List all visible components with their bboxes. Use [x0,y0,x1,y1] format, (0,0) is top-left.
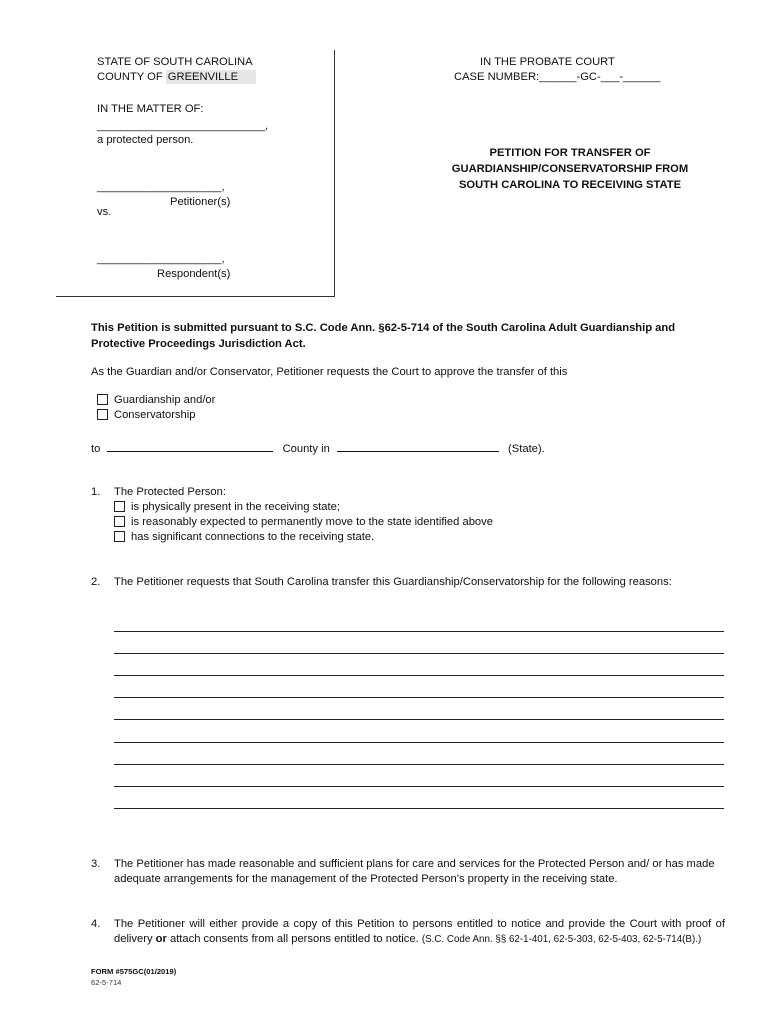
item-1-option-3 [114,530,374,545]
reason-line[interactable] [114,764,724,765]
respondent-label: Respondent(s) [157,268,231,280]
county-line [97,70,256,85]
reason-line[interactable] [114,653,724,654]
reason-line[interactable] [114,697,724,698]
expected-move-label: is reasonably expected to permanently move to the state identified above [131,516,493,528]
case-number[interactable]: CASE NUMBER:______-GC-___-______ [454,71,661,83]
caption-divider-horizontal [56,296,335,297]
caption-divider-vertical [334,50,335,297]
receiving-county-field[interactable] [107,440,273,452]
petitioner-label: Petitioner(s) [170,196,231,208]
transfer-destination [91,440,545,457]
expected-move-checkbox[interactable] [114,516,125,527]
physically-present-checkbox[interactable] [114,501,125,512]
item-1-option-2 [114,515,493,530]
reason-line[interactable] [114,786,724,787]
county-input[interactable]: GREENVILLE [166,70,256,85]
respondent-blank[interactable]: ____________________, [97,253,225,265]
item-4-text-b: attach consents from all persons entitled to notice. [169,933,419,945]
item-2-number: 2. [91,576,101,588]
title-line-3: SOUTH CAROLINA TO RECEIVING STATE [458,179,682,192]
petitioner-blank[interactable]: ____________________, [97,181,225,193]
item-2-text: The Petitioner requests that South Carolina transfer this Guardianship/Conservatorship for the following reasons: [114,576,672,588]
significant-connections-checkbox[interactable] [114,531,125,542]
title-line-1: PETITION FOR TRANSFER OF [489,147,651,159]
transfer-request: As the Guardian and/or Conservator, Petitioner requests the Court to approve the transfer of this [91,366,568,378]
reason-line[interactable] [114,675,724,676]
vs-label: vs. [97,206,112,218]
caption-state [97,55,256,84]
reason-line[interactable] [114,719,724,720]
state-line: STATE OF SOUTH CAROLINA [97,56,253,68]
option-guardianship [97,393,215,408]
guardianship-checkbox[interactable] [97,394,108,405]
item-4-number: 4. [91,918,101,930]
reason-line[interactable] [114,631,724,632]
item-4-citation: (S.C. Code Ann. §§ 62-1-401, 62-5-303, 62-5-403, 62-5-714(B).) [421,934,702,945]
protected-person-blank[interactable]: ___________________________, [97,120,269,132]
form-code: FORM #575GC(01/2019) [91,967,177,976]
option-conservatorship [97,408,195,423]
state-label: (State). [508,443,545,455]
conservatorship-checkbox[interactable] [97,409,108,420]
item-3-text: The Petitioner has made reasonable and sufficient plans for care and services for the Protected Person and/ or has made adequate arrangements for the management of the Protected Person’s property in the receiving state. [114,858,715,885]
matter-label: IN THE MATTER OF: [97,103,204,115]
physically-present-label: is physically present in the receiving state; [131,501,340,513]
item-1-text: The Protected Person: [114,486,226,498]
item-4-or: or [155,933,167,945]
title-line-2: GUARDIANSHIP/CONSERVATORSHIP FROM [451,163,689,176]
page-title [405,145,735,194]
significant-connections-label: has significant connections to the receiving state. [131,531,375,543]
statute-code: 62-5-714 [91,978,122,987]
reason-line[interactable] [114,808,724,809]
statute-statement: This Petition is submitted pursuant to S.C. Code Ann. §62-5-714 of the South Carolina Adult Guardianship and Protective Proceedings Jurisdiction Act. [91,322,676,351]
receiving-state-field[interactable] [337,440,499,452]
to-label: to [91,443,101,455]
item-3-number: 3. [91,858,101,870]
guardianship-label: Guardianship and/or [114,394,216,406]
county-in-label: County in [282,443,330,455]
reason-line[interactable] [114,742,724,743]
county-label: COUNTY OF [97,70,163,83]
protected-person-label: a protected person. [97,134,194,146]
court-name: IN THE PROBATE COURT [480,56,615,68]
item-1-number: 1. [91,486,101,498]
item-1-option-1 [114,500,340,515]
item-4-text [114,917,725,947]
item-4-text-a: The Petitioner will either provide a copy of this Petition to persons entitled to notice and provide the Court with proof of delivery [114,918,725,945]
conservatorship-label: Conservatorship [114,409,196,421]
